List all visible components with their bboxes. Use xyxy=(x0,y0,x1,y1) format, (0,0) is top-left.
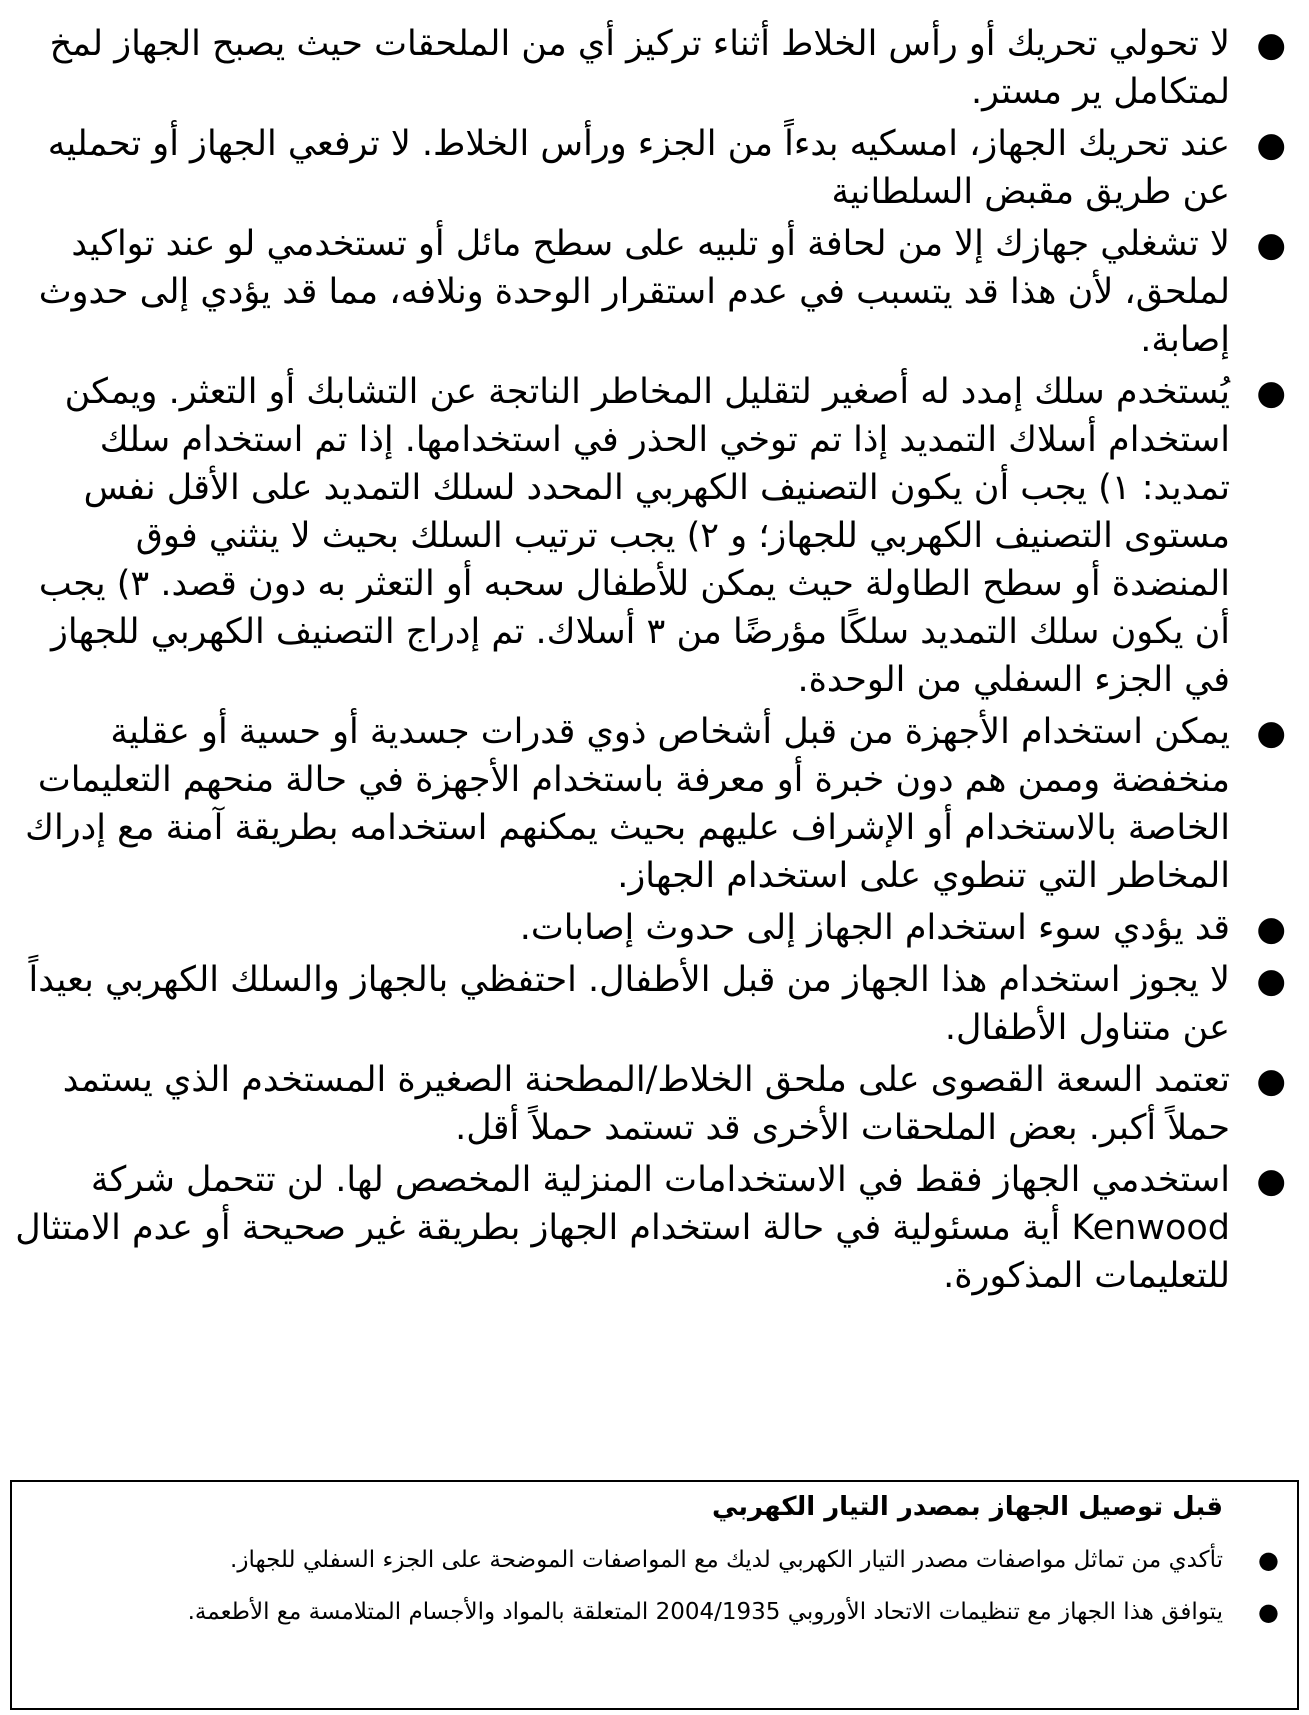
safety-item xyxy=(10,708,1300,900)
safety-item xyxy=(10,368,1300,704)
bullet-dot-icon: ● xyxy=(1256,961,1286,1001)
safety-item-text: تعتمد السعة القصوى على ملحق الخلاط/المطحنة الصغيرة المستخدم الذي يستمد حملاً أكبر. بعض الملحقات الأخرى قد تستمد حملاً أقل. xyxy=(62,1060,1230,1148)
bullet-dot-icon: ● xyxy=(1256,1161,1286,1201)
safety-item-text: استخدمي الجهاز فقط في الاستخدامات المنزلية المخصص لها. لن تتحمل شركة Kenwood أية مسئولية في حالة استخدام الجهاز بطريقة غير صحيحة أو عدم الامتثال للتعليمات المذكورة. xyxy=(15,1160,1230,1296)
bullet-dot-icon: ● xyxy=(1256,713,1286,753)
notice-item xyxy=(26,1590,1283,1634)
safety-item xyxy=(10,20,1300,116)
bullet-dot-icon: ● xyxy=(1256,25,1286,65)
notice-list xyxy=(26,1538,1283,1634)
safety-item-text: قد يؤدي سوء استخدام الجهاز إلى حدوث إصابات. xyxy=(519,908,1230,948)
safety-item-text: لا تشغلي جهازك إلا من لحافة أو تلبيه على سطح مائل أو تستخدمي لو عند تواكيد لملحق، لأن هذا قد يتسبب في عدم استقرار الوحدة ونلافه، مما قد يؤدي إلى حدوث إصابة. xyxy=(38,224,1230,360)
bullet-dot-icon: ● xyxy=(1256,125,1286,165)
safety-item xyxy=(10,1156,1300,1300)
bullet-dot-icon: ● xyxy=(1256,1061,1286,1101)
safety-item xyxy=(10,120,1300,216)
bullet-dot-icon: ● xyxy=(1258,1546,1279,1574)
power-connection-notice xyxy=(10,1480,1299,1710)
notice-item xyxy=(26,1538,1283,1582)
safety-item xyxy=(10,220,1300,364)
bullet-dot-icon: ● xyxy=(1256,373,1286,413)
notice-item-text: تأكدي من تماثل مواصفات مصدر التيار الكهربي لديك مع المواصفات الموضحة على الجزء السفلي للجهاز. xyxy=(230,1547,1223,1573)
safety-item xyxy=(10,956,1300,1052)
safety-item-text: يمكن استخدام الأجهزة من قبل أشخاص ذوي قدرات جسدية أو حسية أو عقلية منخفضة وممن هم دون خبرة أو معرفة باستخدام الأجهزة في حالة منحهم التعليمات الخاصة بالاستخدام أو الإشراف عليهم بحيث يمكنهم استخدامه بطريقة آمنة مع إدراك المخاطر التي تنطوي على استخدام الجهاز. xyxy=(25,712,1230,896)
safety-item-text: يُستخدم سلك إمدد له أصغير لتقليل المخاطر الناتجة عن التشابك أو التعثر. ويمكن استخدام أسلاك التمديد إذا تم توخي الحذر في استخدامها. إذا تم استخدام سلك تمديد: ١) يجب أن يكون التصنيف الكهربي المحدد لسلك التمديد على الأقل نفس مستوى التصنيف الكهربي للجهاز؛ و ٢) يجب ترتيب السلك بحيث لا ينثني فوق المنضدة أو سطح الطاولة حيث يمكن للأطفال سحبه أو التعثر به دون قصد. ٣) يجب أن يكون سلك التمديد سلكًا مؤرضًا من ٣ أسلاك. تم إدراج التصنيف الكهربي للجهاز في الجزء السفلي من الوحدة. xyxy=(38,372,1230,700)
safety-item-text: لا تحولي تحريك أو رأس الخلاط أثناء تركيز أي من الملحقات حيث يصبح الجهاز لمخ لمتكامل ير مستر. xyxy=(49,24,1230,112)
safety-item xyxy=(10,1056,1300,1152)
safety-item-text: عند تحريك الجهاز، امسكيه بدءاً من الجزء ورأس الخلاط. لا ترفعي الجهاز أو تحمليه عن طريق مقبض السلطانية xyxy=(47,124,1230,212)
notice-item-text: يتوافق هذا الجهاز مع تنظيمات الاتحاد الأوروبي 2004/1935 المتعلقة بالمواد والأجسام المتلامسة مع الأطعمة. xyxy=(187,1599,1223,1625)
bullet-dot-icon: ● xyxy=(1258,1598,1279,1626)
bullet-dot-icon: ● xyxy=(1256,909,1286,949)
safety-bullet-list xyxy=(10,20,1300,1304)
safety-item xyxy=(10,904,1300,952)
safety-item-text: لا يجوز استخدام هذا الجهاز من قبل الأطفال. احتفظي بالجهاز والسلك الكهربي بعيداً عن متناول الأطفال. xyxy=(28,960,1230,1048)
bullet-dot-icon: ● xyxy=(1256,225,1286,265)
notice-title: قبل توصيل الجهاز بمصدر التيار الكهربي xyxy=(711,1492,1223,1522)
